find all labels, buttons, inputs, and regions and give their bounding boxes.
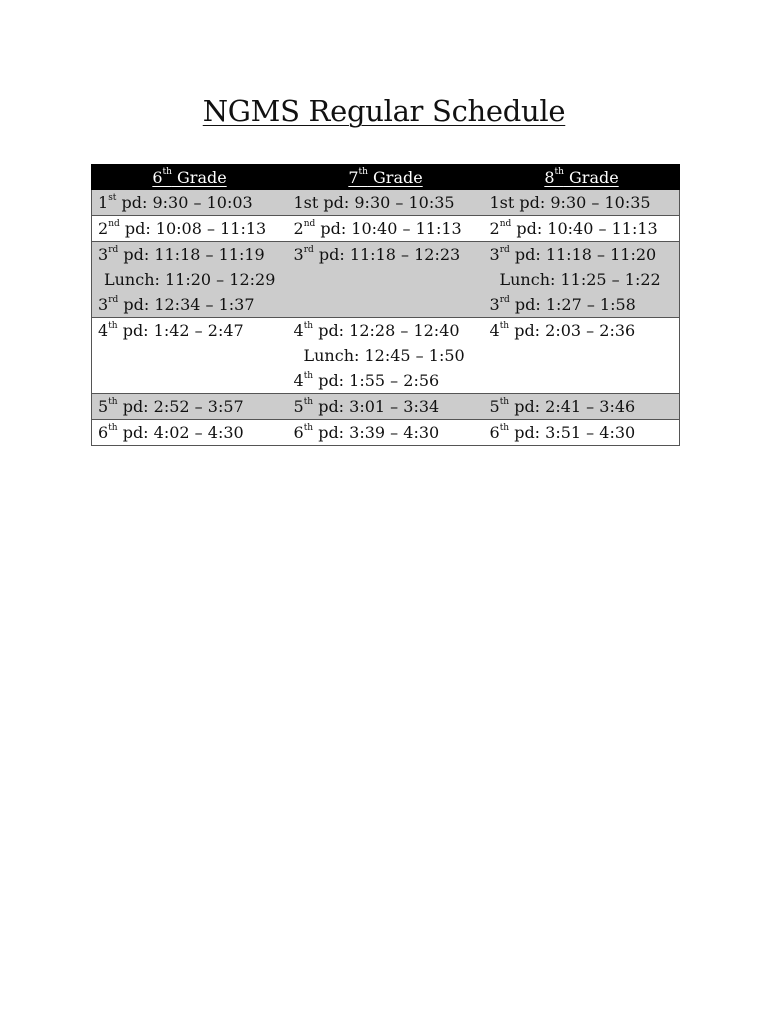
period-line: 6th pd: 3:51 – 4:30 bbox=[489, 422, 636, 442]
period-line: 3rd pd: 12:34 – 1:37 bbox=[98, 294, 255, 314]
period-line: 6th pd: 4:02 – 4:30 bbox=[98, 422, 244, 442]
period-line: 2nd pd: 10:40 – 11:13 bbox=[489, 218, 658, 238]
table-cell bbox=[484, 242, 680, 318]
period-line: 2nd pd: 10:40 – 11:13 bbox=[293, 218, 462, 238]
table-cell bbox=[484, 318, 680, 394]
header-6th-grade: 6th Grade bbox=[92, 165, 288, 190]
table-row bbox=[92, 420, 680, 446]
period-line: 5th pd: 2:52 – 3:57 bbox=[98, 396, 244, 416]
schedule-table bbox=[91, 164, 680, 446]
lunch-line: Lunch: 12:45 – 1:50 bbox=[303, 346, 465, 365]
period-line: 4th pd: 1:55 – 2:56 bbox=[293, 370, 440, 390]
table-row bbox=[92, 190, 680, 216]
table-row bbox=[92, 216, 680, 242]
table-cell bbox=[288, 216, 484, 242]
table-cell bbox=[92, 190, 288, 216]
period-line: 4th pd: 2:03 – 2:36 bbox=[489, 320, 636, 340]
period-line: 1st pd: 9:30 – 10:35 bbox=[489, 193, 651, 212]
table-cell bbox=[288, 190, 484, 216]
table-cell bbox=[92, 394, 288, 420]
period-line: 2nd pd: 10:08 – 11:13 bbox=[98, 218, 267, 238]
period-line: 5th pd: 3:01 – 3:34 bbox=[293, 396, 440, 416]
period-line: 3rd pd: 11:18 – 11:20 bbox=[489, 244, 657, 264]
header-7th-grade: 7th Grade bbox=[288, 165, 484, 190]
lunch-line: Lunch: 11:20 – 12:29 bbox=[104, 270, 276, 289]
table-cell bbox=[288, 420, 484, 446]
table-cell bbox=[92, 216, 288, 242]
header-row bbox=[92, 165, 680, 190]
table-cell bbox=[288, 242, 484, 318]
table-cell bbox=[484, 190, 680, 216]
table-row bbox=[92, 242, 680, 318]
table-cell bbox=[484, 394, 680, 420]
period-line: 5th pd: 2:41 – 3:46 bbox=[489, 396, 636, 416]
period-line: 3rd pd: 11:18 – 11:19 bbox=[98, 244, 265, 264]
period-line: 4th pd: 12:28 – 12:40 bbox=[293, 320, 460, 340]
table-cell bbox=[92, 318, 288, 394]
table-cell bbox=[484, 420, 680, 446]
header-8th-grade: 8th Grade bbox=[484, 165, 680, 190]
period-line: 1st pd: 9:30 – 10:03 bbox=[98, 192, 253, 212]
table-row bbox=[92, 394, 680, 420]
period-line: 6th pd: 3:39 – 4:30 bbox=[293, 422, 440, 442]
period-line: 1st pd: 9:30 – 10:35 bbox=[293, 193, 455, 212]
table-cell bbox=[92, 420, 288, 446]
table-cell bbox=[288, 318, 484, 394]
table-row bbox=[92, 318, 680, 394]
table-cell bbox=[288, 394, 484, 420]
page-title: NGMS Regular Schedule bbox=[202, 94, 566, 128]
lunch-line: Lunch: 11:25 – 1:22 bbox=[499, 270, 661, 289]
table-cell bbox=[92, 242, 288, 318]
table-cell bbox=[484, 216, 680, 242]
period-line: 3rd pd: 1:27 – 1:58 bbox=[489, 294, 636, 314]
period-line: 4th pd: 1:42 – 2:47 bbox=[98, 320, 244, 340]
period-line: 3rd pd: 11:18 – 12:23 bbox=[293, 244, 461, 264]
